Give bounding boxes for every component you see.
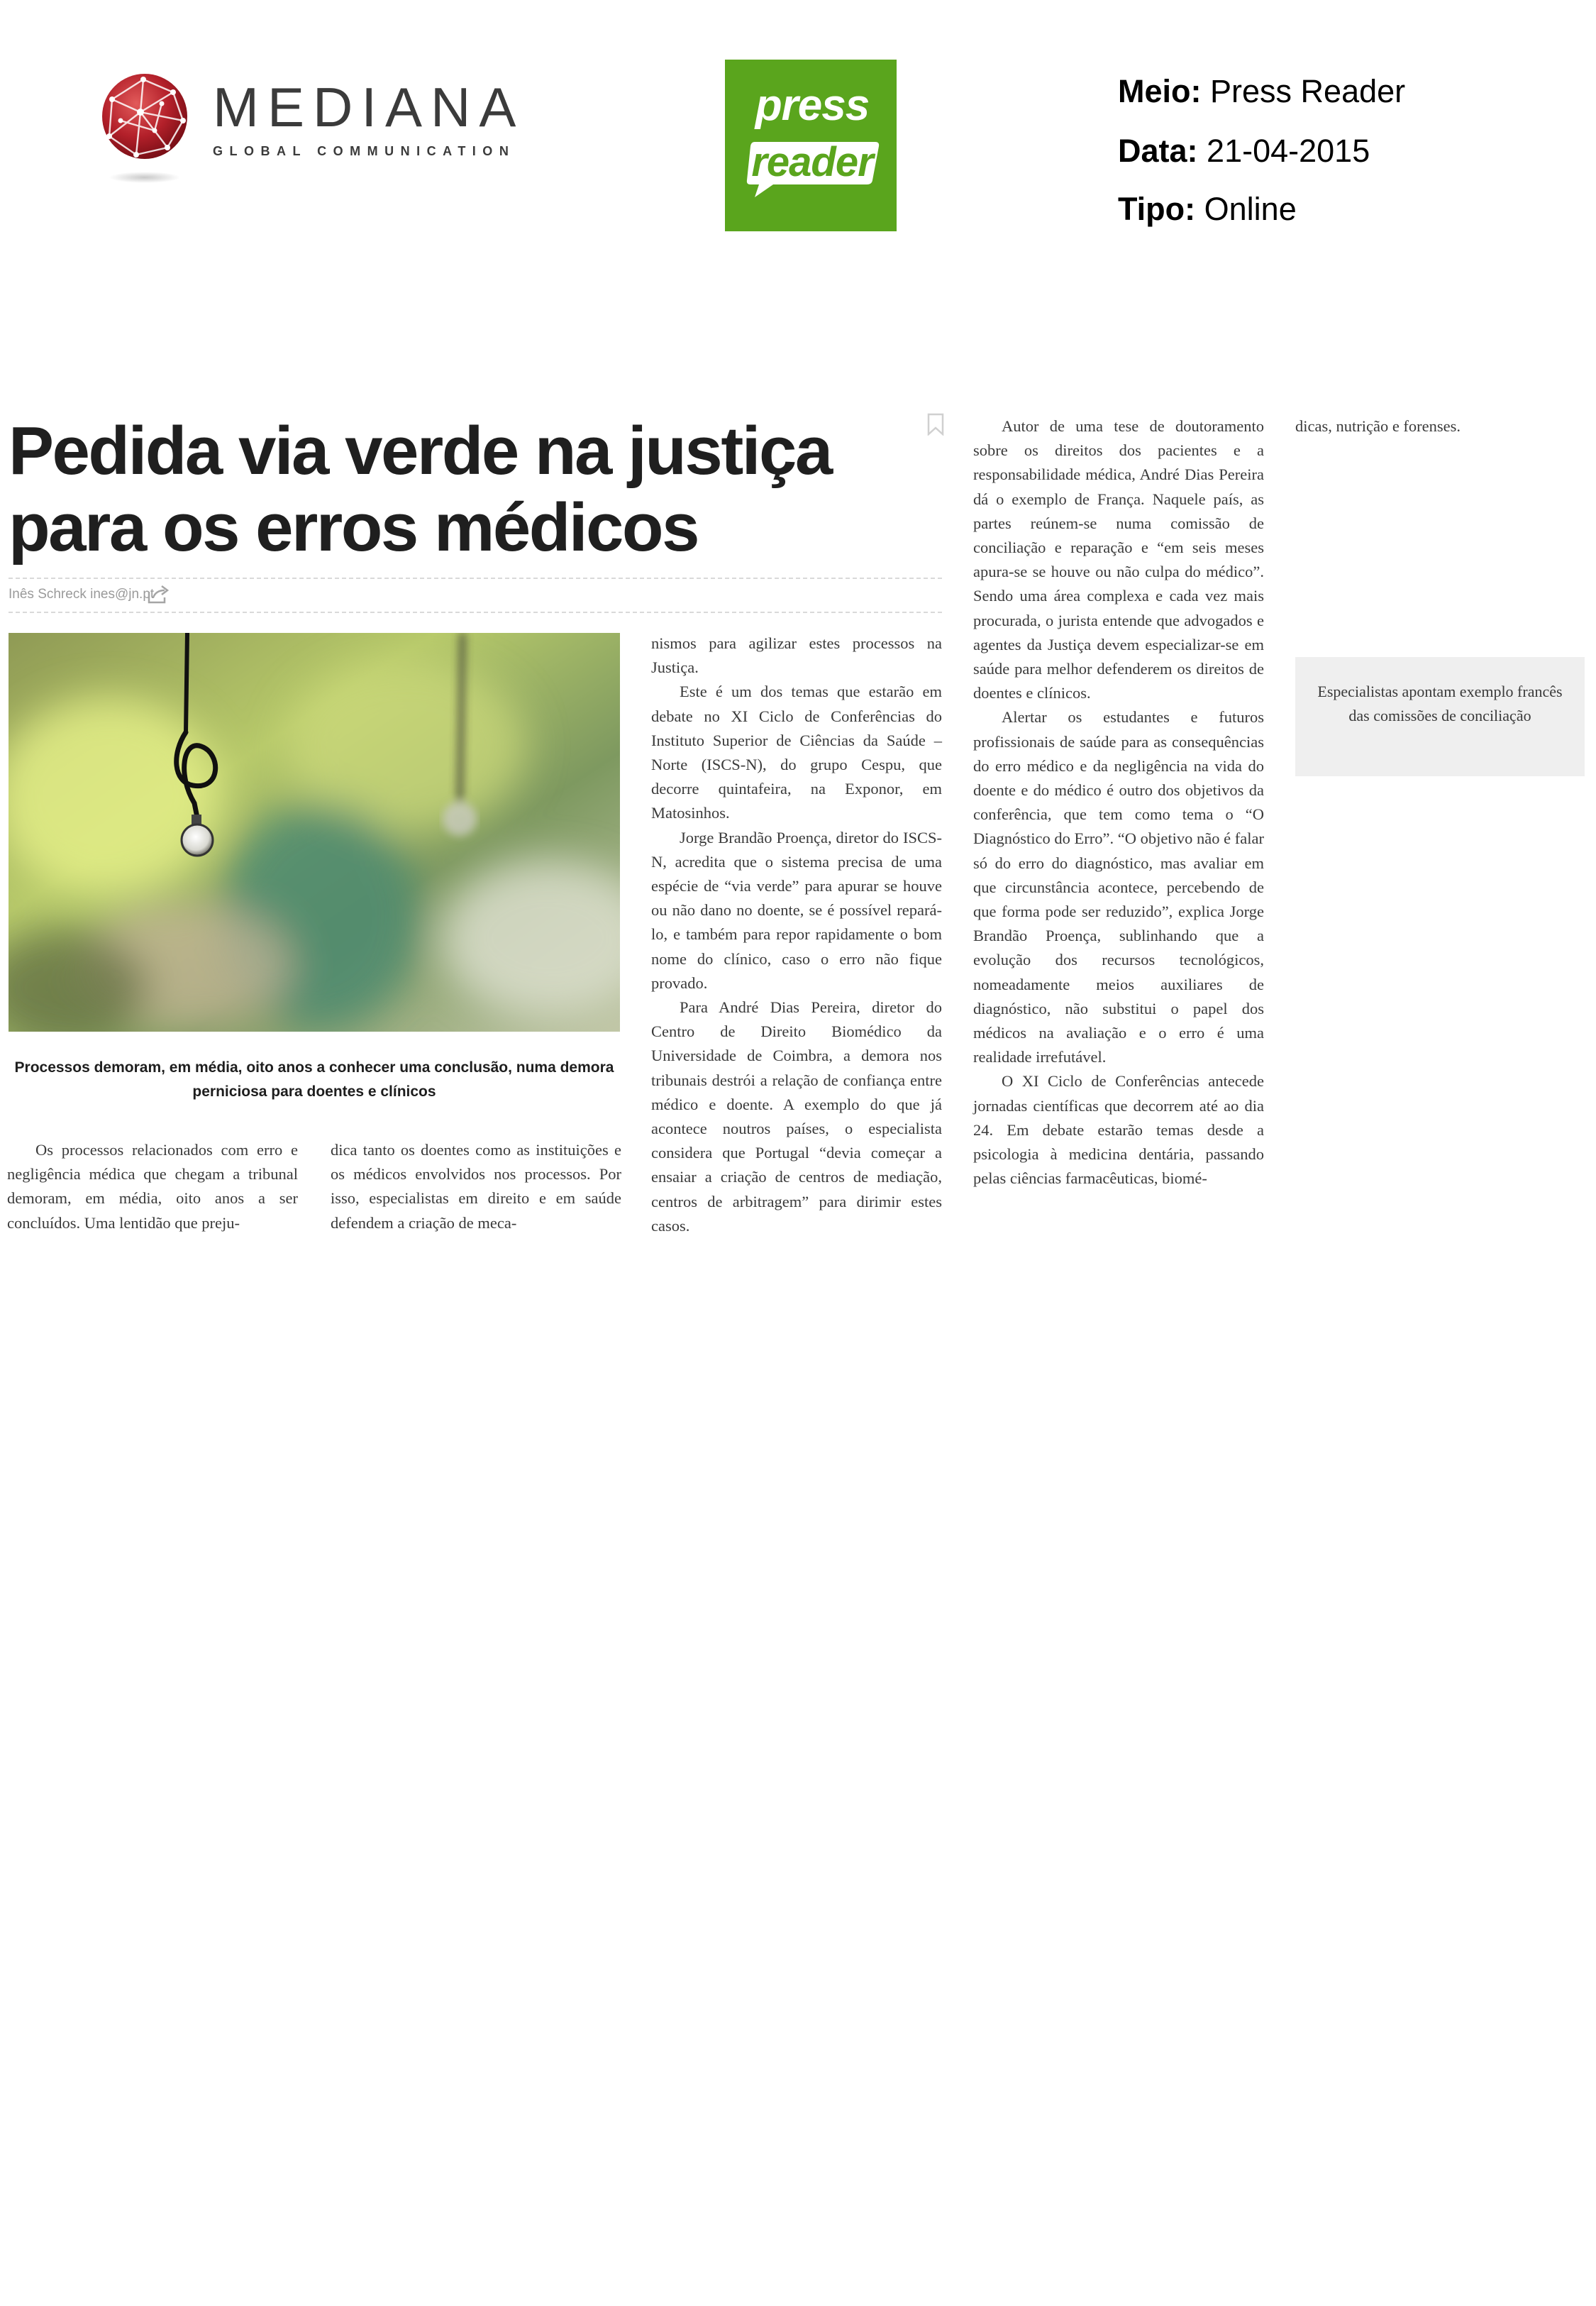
paragraph: dica tanto os doentes como as instituições e os médicos envolvidos nos processos. Por isso, especialistas em direito e em saúde defendem a criação de meca- bbox=[331, 1141, 621, 1232]
divider bbox=[9, 578, 942, 579]
meta-value: Online bbox=[1204, 191, 1297, 227]
article-column-5 bbox=[1295, 414, 1586, 438]
divider bbox=[9, 612, 942, 613]
meta-key: Tipo: bbox=[1118, 191, 1196, 227]
article-column-2 bbox=[331, 1138, 621, 1235]
mediana-tagline: GLOBAL COMMUNICATION bbox=[213, 144, 516, 158]
article-byline: Inês Schreck ines@jn.pt bbox=[9, 587, 155, 602]
paragraph: Jorge Brandão Proença, diretor do ISCS-N, acredita que o sistema precisa de uma espécie de “via verde” para apurar se houve ou não dano no doente, se é possível repará-lo, e também para repor rapidamente o bom nome do clínico, caso o erro não fique provado. bbox=[651, 828, 942, 992]
article-headline: Pedida via verde na justiça para os erros médicos bbox=[9, 413, 831, 566]
article-column-1 bbox=[7, 1138, 298, 1235]
meta-meio bbox=[1118, 75, 1405, 107]
meta-data bbox=[1118, 135, 1370, 167]
pull-quote: Especialistas apontam exemplo francês das comissões de conciliação bbox=[1295, 657, 1585, 776]
photo-caption: Processos demoram, em média, oito anos a conhecer uma conclusão, numa demora perniciosa para doentes e clínicos bbox=[14, 1059, 614, 1100]
paragraph: Este é um dos temas que estarão em debate no XI Ciclo de Conferências do Instituto Superior de Ciências da Saúde – Norte (ISCS-N), do grupo Cespu, que decorre quintafeira, na Exponor, em Matosinhos. bbox=[651, 683, 942, 822]
stethoscope-photo bbox=[9, 633, 620, 1032]
meta-value: Press Reader bbox=[1210, 73, 1406, 109]
paragraph: Autor de uma tese de doutoramento sobre os direitos dos pacientes e a responsabilidade médica, André Dias Pereira dá o exemplo de França. Naquele país, as partes reúnem-se numa comissão de conciliação e reparação e “em seis meses apura-se se houve ou não culpa do médico”. Sendo uma área complexa e cada vez mais procurada, o jurista entende que advogados e agentes da Justiça devem especializar-se em saúde para melhor defenderem os direitos de doentes e clínicos. bbox=[973, 417, 1264, 702]
meta-key: Meio: bbox=[1118, 73, 1202, 109]
globe-logo-icon bbox=[99, 71, 199, 184]
mediana-brand-name: MEDIANA bbox=[213, 76, 525, 138]
pressreader-logo-line2: reader bbox=[751, 139, 873, 185]
article-photo bbox=[9, 633, 620, 1032]
paragraph: Os processos relacionados com erro e negligência médica que chegam a tribunal demoram, em média, oito anos a ser concluídos. Uma lentidão que preju- bbox=[7, 1141, 298, 1232]
meta-tipo bbox=[1118, 193, 1297, 225]
paragraph: O XI Ciclo de Conferências antecede jornadas científicas que decorrem até ao dia 24. Em debate estarão temas desde a psicologia à medicina dentária, passando pelas ciências farmacêuticas, biomé- bbox=[973, 1072, 1264, 1188]
bookmark-icon[interactable] bbox=[926, 413, 945, 436]
meta-value: 21-04-2015 bbox=[1207, 133, 1370, 169]
pressreader-logo-line1: press bbox=[755, 81, 870, 130]
meta-key: Data: bbox=[1118, 133, 1198, 169]
article-column-3 bbox=[651, 631, 942, 1238]
paragraph: dicas, nutrição e forenses. bbox=[1295, 417, 1461, 435]
article-column-4 bbox=[973, 414, 1264, 1191]
paragraph: Para André Dias Pereira, diretor do Centro de Direito Biomédico da Universidade de Coimbra, a demora nos tribunais destrói a relação de confiança entre médico e doente. A exemplo do que já acontece noutros países, o especialista considera que Portugal “devia começar a ensaiar a criação de centros de mediação, centros de arbitragem” para dirimir estes casos. bbox=[651, 998, 942, 1235]
paragraph: Alertar os estudantes e futuros profissionais de saúde para as consequências do erro médico e da negligência na vida do doente e do médico é outro dos objetivos da conferência, que tem como tema o “O Diagnóstico do Erro”. “O objetivo não é falar só do erro do diagnóstico, mas avaliar em que circunstância acontece, percebendo de que forma pode ser reduzido”, explica Jorge Brandão Proença, sublinhando que a evolução dos recursos tecnológicos, nomeadamente meios auxiliares de diagnóstico, não substitui o papel dos médicos na avaliação e o erro é uma realidade irrefutável. bbox=[973, 708, 1264, 1066]
paragraph: nismos para agilizar estes processos na Justiça. bbox=[651, 634, 942, 677]
share-icon[interactable] bbox=[146, 585, 170, 605]
